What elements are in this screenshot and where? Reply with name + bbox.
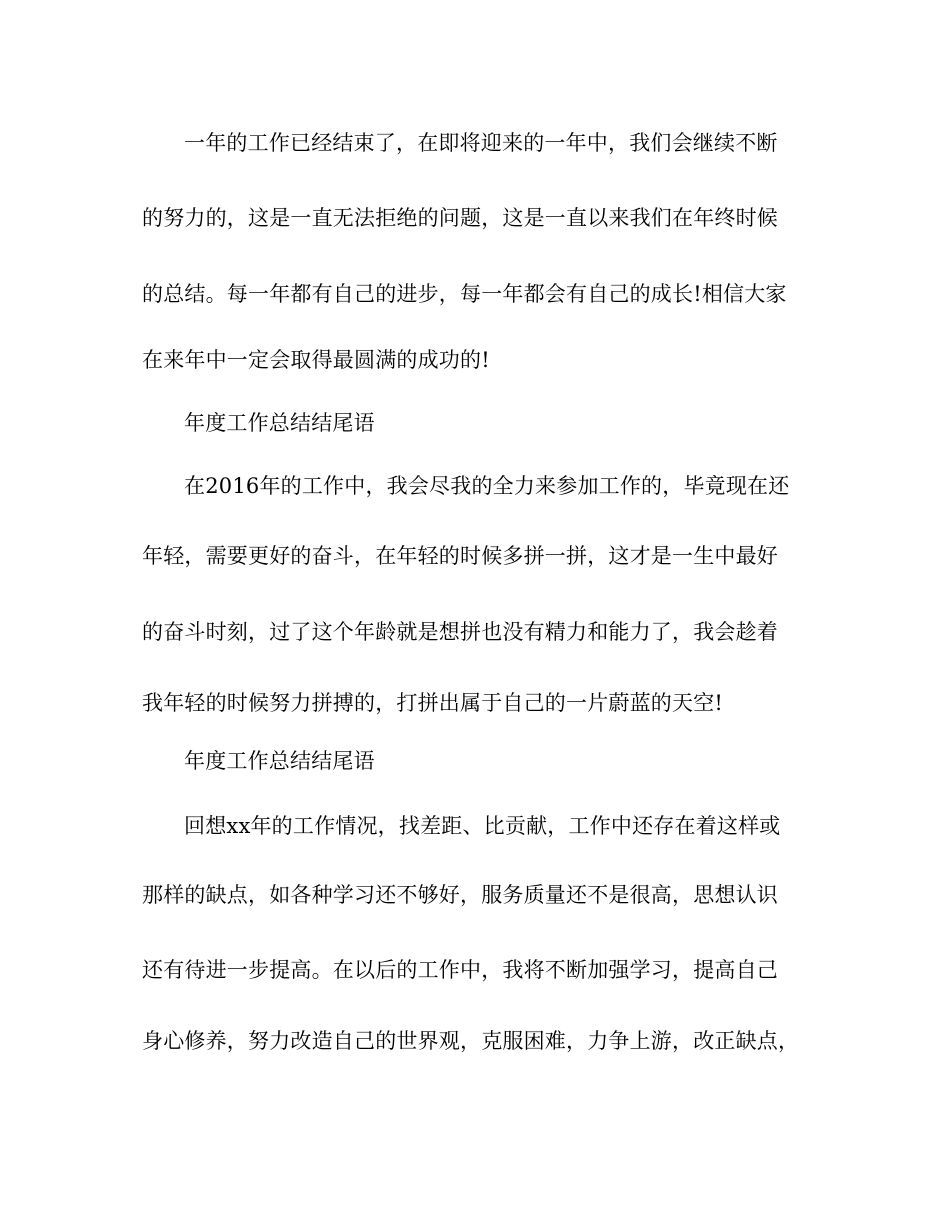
paragraph-2-line-3: 的奋斗时刻，过了这个年龄就是想拼也没有精力和能力了，我会趁着 (142, 620, 778, 644)
paragraph-3-line-3: 还有待进一步提高。在以后的工作中，我将不断加强学习，提高自己 (142, 958, 778, 982)
paragraph-1-line-1: 一年的工作已经结束了，在即将迎来的一年中，我们会继续不断 (184, 131, 778, 155)
section-heading-2: 年度工作总结结尾语 (184, 749, 375, 773)
paragraph-1-line-2: 的努力的，这是一直无法拒绝的问题，这是一直以来我们在年终时候 (142, 206, 778, 230)
paragraph-3-line-2: 那样的缺点，如各种学习还不够好，服务质量还不是很高，思想认识 (142, 883, 778, 907)
paragraph-1-line-4: 在来年中一定会取得最圆满的成功的! (142, 348, 490, 372)
paragraph-2-line-2: 年轻，需要更好的奋斗，在年轻的时候多拼一拼，这才是一生中最好 (142, 544, 778, 568)
section-heading-1: 年度工作总结结尾语 (184, 411, 375, 435)
paragraph-2-line-4: 我年轻的时候努力拼搏的，打拼出属于自己的一片蔚蓝的天空! (142, 691, 724, 715)
paragraph-1-line-3: 的总结。每一年都有自己的进步，每一年都会有自己的成长!相信大家 (142, 282, 787, 306)
paragraph-3-line-1: 回想xx年的工作情况，找差距、比贡献，工作中还存在着这样或 (184, 814, 781, 838)
paragraph-2-line-1: 在2016年的工作中，我会尽我的全力来参加工作的，毕竟现在还 (184, 474, 790, 498)
paragraph-3-line-4: 身心修养，努力改造自己的世界观，克服困难，力争上游，改正缺点， (142, 1029, 800, 1053)
